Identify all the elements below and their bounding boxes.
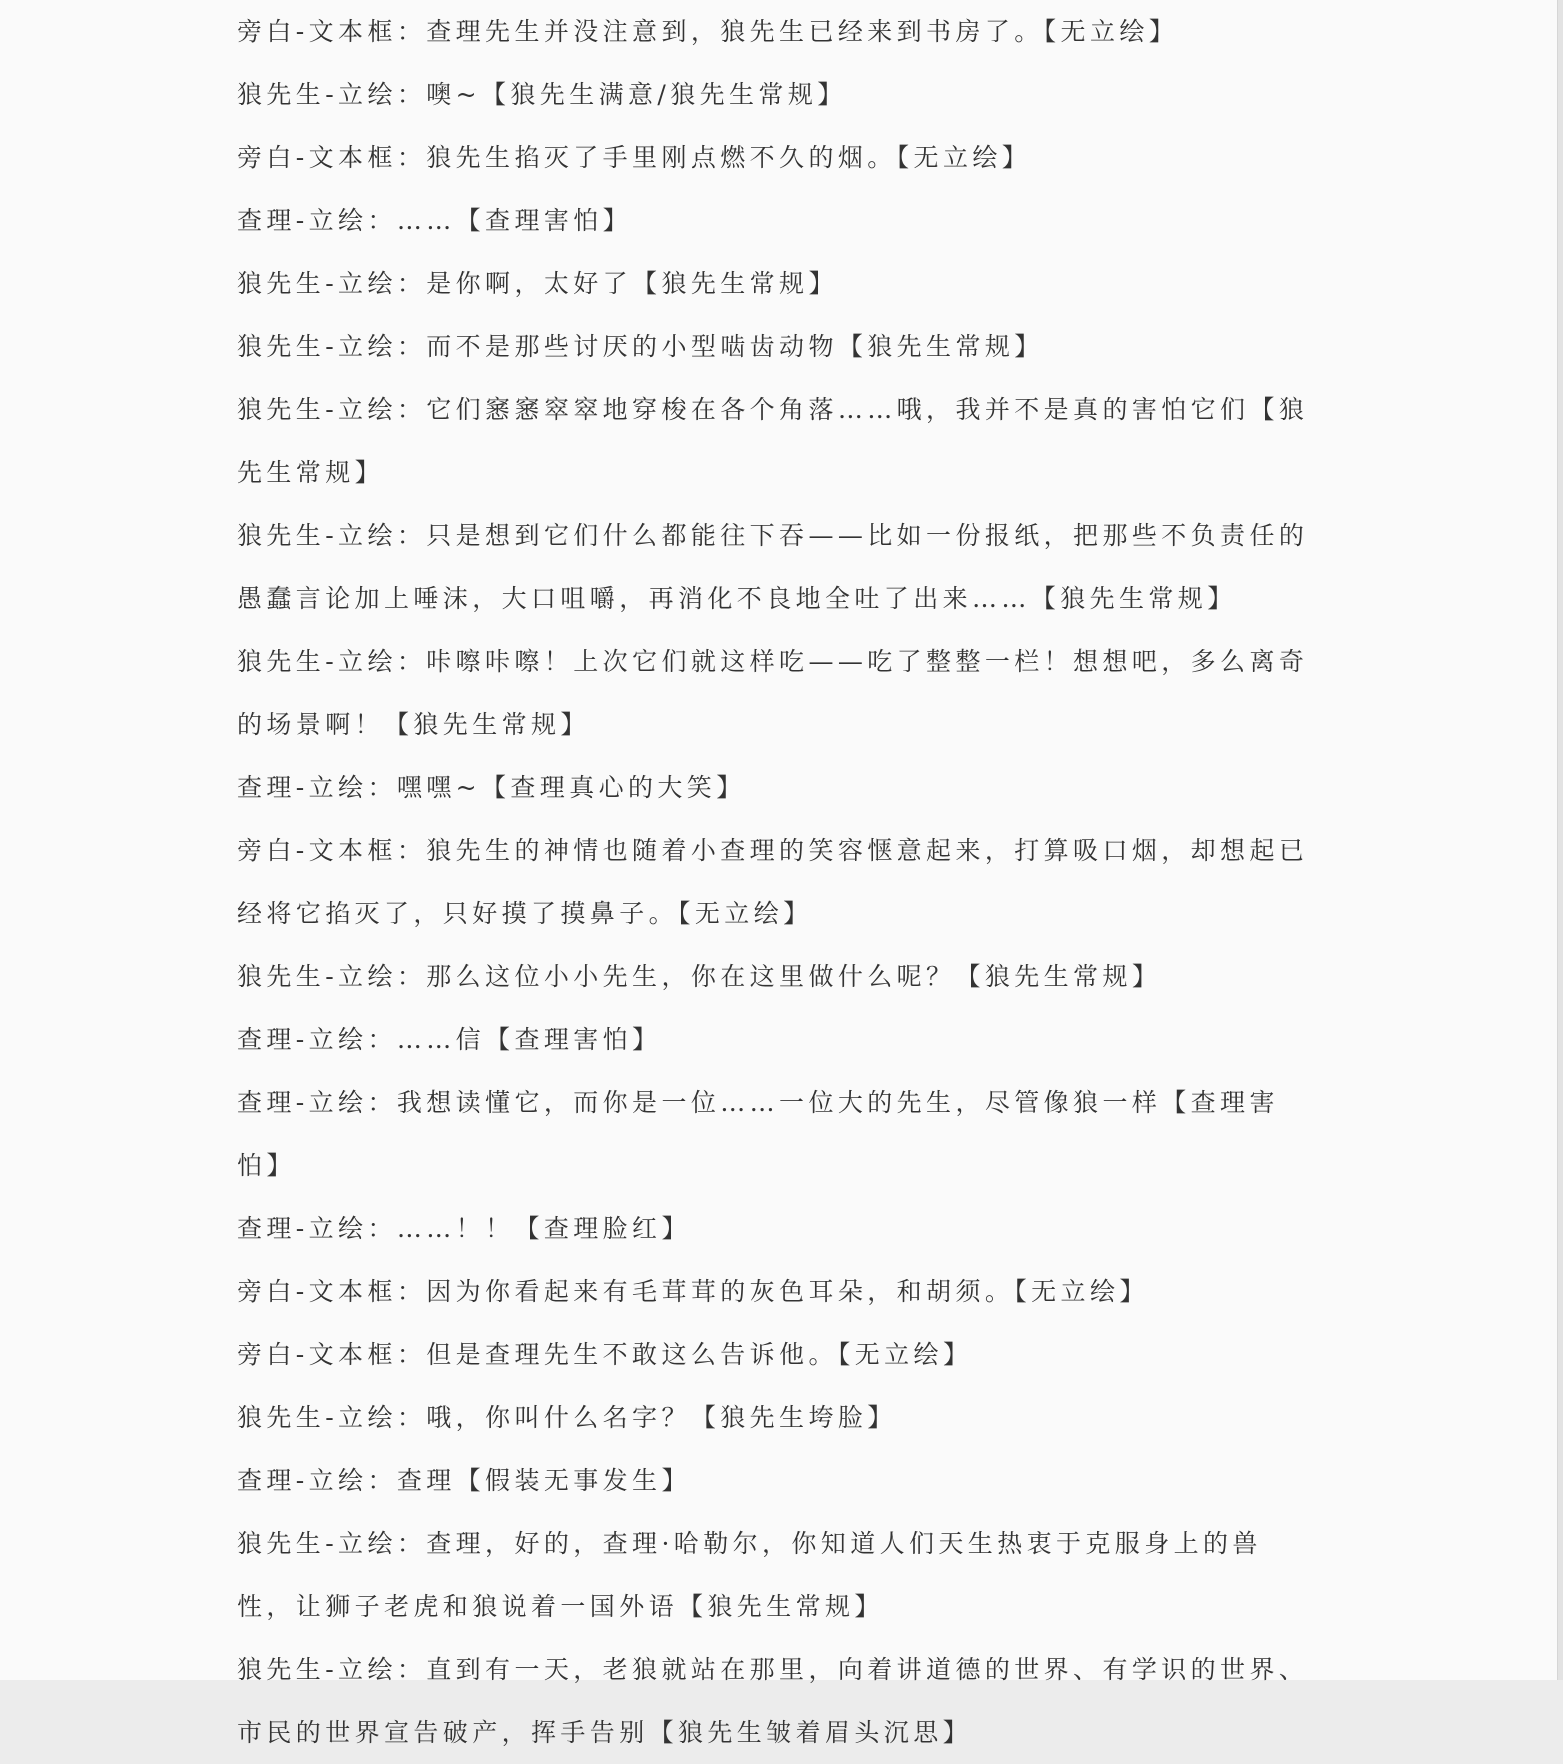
script-line xyxy=(237,1323,1317,1386)
line-text: 查理，好的，查理·哈勒尔，你知道人们天生热衷于克服身上的兽性，让狮子老虎和狼说着一国外语【狼先生常规】 xyxy=(237,1529,1262,1621)
script-line xyxy=(237,315,1317,378)
script-line xyxy=(237,756,1317,819)
speaker-label: 狼先生-立绘： xyxy=(237,1655,427,1684)
script-line xyxy=(237,252,1317,315)
speaker-label: 查理-立绘： xyxy=(237,1025,397,1054)
script-line xyxy=(237,378,1317,504)
line-text: 它们窸窸窣窣地穿梭在各个角落……哦，我并不是真的害怕它们【狼先生常规】 xyxy=(237,395,1309,487)
speaker-label: 狼先生-立绘： xyxy=(237,1529,427,1558)
script-line xyxy=(237,1386,1317,1449)
script-line xyxy=(237,945,1317,1008)
page-edge xyxy=(1557,0,1563,1680)
script-line xyxy=(237,1197,1317,1260)
script-line xyxy=(237,1449,1317,1512)
line-text: 噢~【狼先生满意/狼先生常规】 xyxy=(426,80,847,109)
script-line xyxy=(237,1512,1317,1638)
speaker-label: 查理-立绘： xyxy=(237,1466,397,1495)
speaker-label: 查理-立绘： xyxy=(237,773,397,802)
script-line xyxy=(237,189,1317,252)
line-text: 那么这位小小先生，你在这里做什么呢？【狼先生常规】 xyxy=(426,962,1162,991)
script-line xyxy=(237,126,1317,189)
speaker-label: 旁白-文本框： xyxy=(237,17,427,46)
speaker-label: 狼先生-立绘： xyxy=(237,647,427,676)
script-line xyxy=(237,630,1317,756)
speaker-label: 狼先生-立绘： xyxy=(237,962,427,991)
script-line xyxy=(237,1071,1317,1197)
line-text: 哦，你叫什么名字？【狼先生垮脸】 xyxy=(426,1403,897,1432)
line-text: 嘿嘿~【查理真心的大笑】 xyxy=(396,773,746,802)
line-text: 查理【假装无事发生】 xyxy=(396,1466,691,1495)
line-text: 但是查理先生不敢这么告诉他。【无立绘】 xyxy=(426,1340,973,1369)
speaker-label: 狼先生-立绘： xyxy=(237,1403,427,1432)
speaker-label: 狼先生-立绘： xyxy=(237,332,427,361)
line-text: 因为你看起来有毛茸茸的灰色耳朵，和胡须。【无立绘】 xyxy=(426,1277,1149,1306)
script-line xyxy=(237,819,1317,945)
line-text: 狼先生的神情也随着小查理的笑容惬意起来，打算吸口烟，却想起已经将它掐灭了，只好摸了摸鼻子。【无立绘】 xyxy=(237,836,1309,928)
script-text xyxy=(237,0,1317,1764)
line-text: 咔嚓咔嚓！上次它们就这样吃——吃了整整一栏！想想吧，多么离奇的场景啊！【狼先生常规】 xyxy=(237,647,1309,739)
speaker-label: 狼先生-立绘： xyxy=(237,395,427,424)
script-line xyxy=(237,504,1317,630)
speaker-label: 狼先生-立绘： xyxy=(237,521,427,550)
script-line xyxy=(237,0,1317,63)
script-line xyxy=(237,1638,1317,1764)
script-line xyxy=(237,1008,1317,1071)
speaker-label: 查理-立绘： xyxy=(237,1088,397,1117)
line-text: 而不是那些讨厌的小型啮齿动物【狼先生常规】 xyxy=(426,332,1044,361)
line-text: ……！！【查理脸红】 xyxy=(396,1214,691,1243)
line-text: 查理先生并没注意到，狼先生已经来到书房了。【无立绘】 xyxy=(426,17,1179,46)
speaker-label: 旁白-文本框： xyxy=(237,1277,427,1306)
speaker-label: 查理-立绘： xyxy=(237,206,397,235)
line-text: ……信【查理害怕】 xyxy=(396,1025,662,1054)
line-text: ……【查理害怕】 xyxy=(396,206,633,235)
speaker-label: 旁白-文本框： xyxy=(237,836,427,865)
line-text: 是你啊，太好了【狼先生常规】 xyxy=(426,269,838,298)
line-text: 狼先生掐灭了手里刚点燃不久的烟。【无立绘】 xyxy=(426,143,1032,172)
speaker-label: 狼先生-立绘： xyxy=(237,269,427,298)
speaker-label: 旁白-文本框： xyxy=(237,143,427,172)
line-text: 只是想到它们什么都能往下吞——比如一份报纸，把那些不负责任的愚蠢言论加上唾沫，大口咀嚼，再消化不良地全吐了出来……【狼先生常规】 xyxy=(237,521,1309,613)
line-text: 我想读懂它，而你是一位……一位大的先生，尽管像狼一样【查理害怕】 xyxy=(237,1088,1279,1180)
speaker-label: 查理-立绘： xyxy=(237,1214,397,1243)
line-text: 直到有一天，老狼就站在那里，向着讲道德的世界、有学识的世界、市民的世界宣告破产，挥手告别【狼先生皱着眉头沉思】 xyxy=(237,1655,1309,1747)
script-line xyxy=(237,1260,1317,1323)
speaker-label: 狼先生-立绘： xyxy=(237,80,427,109)
speaker-label: 旁白-文本框： xyxy=(237,1340,427,1369)
script-line xyxy=(237,63,1317,126)
